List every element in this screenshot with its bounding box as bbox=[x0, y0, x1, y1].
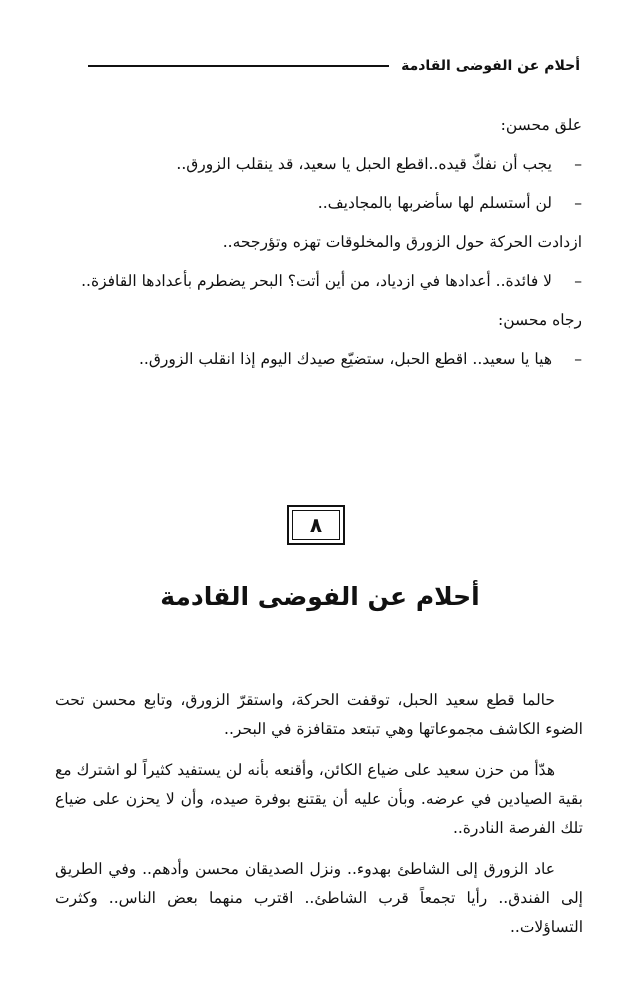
dialogue-line bbox=[56, 190, 582, 217]
dialogue-line bbox=[56, 151, 582, 178]
chapter-number-box bbox=[287, 505, 345, 545]
paragraph: حالما قطع سعيد الحبل، توقفت الحركة، واستقرّ الزورق، وتابع محسن تحت الضوء الكاشف مجموعاتها وهي تبتعد متقافزة في البحر.. bbox=[55, 691, 583, 738]
dialogue-dash: – bbox=[574, 194, 582, 212]
dialogue-line bbox=[56, 346, 582, 373]
dialogue-dash: – bbox=[574, 350, 582, 368]
running-title: أحلام عن الفوضى القادمة bbox=[401, 58, 580, 74]
dialogue-intro: علق محسن: bbox=[500, 116, 582, 134]
narrative-section bbox=[55, 686, 583, 954]
dialogue-text: لا فائدة.. أعدادها في ازدياد، من أين أتت؟ البحر يضطرم بأعدادها القافزة.. bbox=[81, 272, 552, 290]
chapter-number: ٨ bbox=[292, 510, 340, 540]
paragraph: عاد الزورق إلى الشاطئ بهدوء.. ونزل الصديقان محسن وأدهم.. وفي الطريق إلى الفندق.. رأيا تجمعاً قرب الشاطئ.. اقترب منهما بعض الناس.. وكثرت التساؤلات.. bbox=[55, 860, 583, 936]
chapter-title: أحلام عن الفوضى القادمة bbox=[160, 582, 480, 611]
paragraph: هدّأ من حزن سعيد على ضياع الكائن، وأقنعه بأنه لن يستفيد كثيراً لو اشترك مع بقية الصيادين في عرضه. وبأن عليه أن يقتنع بوفرة صيده، وأن لا يحزن على ضياع تلك الفرصة النادرة.. bbox=[55, 761, 583, 837]
dialogue-plea: رجاه محسن: bbox=[498, 311, 582, 329]
header-rule bbox=[88, 65, 389, 67]
narration-line: ازدادت الحركة حول الزورق والمخلوقات تهزه وتؤرجحه.. bbox=[222, 233, 582, 251]
dialogue-text: هيا يا سعيد.. اقطع الحبل، ستضيّع صيدك اليوم إذا انقلب الزورق.. bbox=[139, 350, 552, 368]
dialogue-line bbox=[56, 268, 582, 295]
dialogue-text: لن أستسلم لها سأضربها بالمجاديف.. bbox=[317, 194, 552, 212]
dialogue-section bbox=[56, 112, 582, 385]
dialogue-dash: – bbox=[574, 155, 582, 173]
dialogue-text: يجب أن نفكّ قيده..اقطع الحبل يا سعيد، قد ينقلب الزورق.. bbox=[176, 155, 552, 173]
running-header bbox=[88, 58, 580, 74]
dialogue-dash: – bbox=[574, 272, 582, 290]
